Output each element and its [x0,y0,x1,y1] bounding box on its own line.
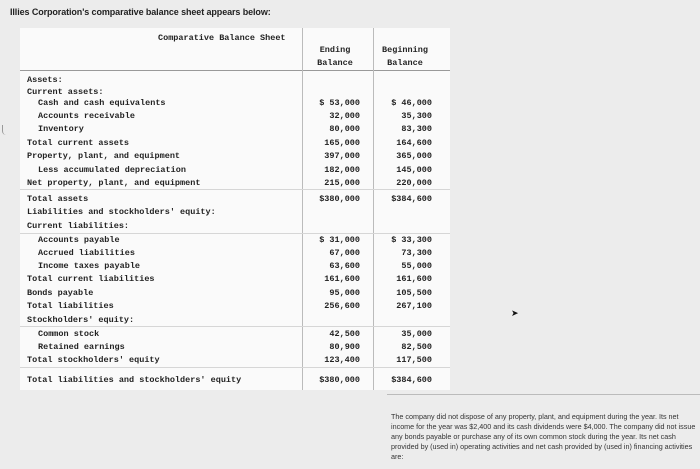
row-label: Bonds payable [27,288,94,298]
table-title: Comparative Balance Sheet [158,33,286,43]
row-label: Assets: [27,75,63,85]
beginning-balance-value: 365,000 [396,151,432,161]
beginning-balance-value: 161,600 [396,274,432,284]
row-label: Stockholders' equity: [27,315,135,325]
ending-balance-value: 42,500 [329,329,360,339]
row-label: Total current assets [27,138,130,148]
beginning-balance-value: $ 33,300 [391,235,432,245]
ending-balance-value: 161,600 [324,274,360,284]
ending-balance-value: 397,000 [324,151,360,161]
question-footnote: The company did not dispose of any property, plant, and equipment during the year. Its net income for the year was $2,400 and its cash dividends were $4,000. The company did not issue any bonds payable or purchase any of its own common stock during the year. Its net cash provided by (used in) operating activities and net cash provided by (used in) financing activities are: [391,412,696,462]
ending-balance-header: Ending Balance [317,45,353,68]
beginning-balance-value: 105,500 [396,288,432,298]
beginning-balance-value: 83,300 [401,124,432,134]
ending-balance-value: 32,000 [329,111,360,121]
section-divider [20,367,450,368]
ending-balance-value: 95,000 [329,288,360,298]
page-divider [387,394,700,395]
row-label: Retained earnings [38,342,125,352]
row-label: Total assets [27,194,89,204]
row-label: Total liabilities [27,301,114,311]
intro-text: Illies Corporation's comparative balance sheet appears below: [10,7,271,17]
row-label: Cash and cash equivalents [38,98,166,108]
row-label: Accounts receivable [38,111,135,121]
row-label: Property, plant, and equipment [27,151,181,161]
row-label: Net property, plant, and equipment [27,178,201,188]
beginning-balance-value: 145,000 [396,165,432,175]
beginning-balance-value: 35,000 [401,329,432,339]
beginning-balance-value: $384,600 [391,375,432,385]
row-label: Total stockholders' equity [27,355,160,365]
section-divider [20,189,450,190]
beginning-balance-value: 73,300 [401,248,432,258]
beginning-balance-value: 267,100 [396,301,432,311]
left-edge-mark [2,125,7,135]
beginning-balance-header: Beginning Balance [382,45,428,68]
ending-balance-value: $ 31,000 [319,235,360,245]
ending-balance-value: 67,000 [329,248,360,258]
row-label: Accounts payable [38,235,120,245]
beginning-balance-value: 35,300 [401,111,432,121]
balance-sheet-table [20,28,450,390]
row-label: Total current liabilities [27,274,155,284]
ending-balance-value: $ 53,000 [319,98,360,108]
row-label: Inventory [38,124,84,134]
mouse-cursor-icon: ➤ [511,308,519,318]
ending-balance-value: 80,900 [329,342,360,352]
ending-balance-value: 123,400 [324,355,360,365]
section-divider [20,233,450,234]
row-label: Total liabilities and stockholders' equity [27,375,242,385]
ending-balance-value: 63,600 [329,261,360,271]
ending-balance-value: 80,000 [329,124,360,134]
ending-balance-value: $380,000 [319,194,360,204]
ending-balance-value: 256,600 [324,301,360,311]
row-label: Accrued liabilities [38,248,135,258]
beginning-balance-value: $ 46,000 [391,98,432,108]
beginning-balance-value: 55,000 [401,261,432,271]
row-label: Current assets: [27,87,104,97]
row-label: Less accumulated depreciation [38,165,186,175]
row-label: Liabilities and stockholders' equity: [27,207,216,217]
row-label: Income taxes payable [38,261,141,271]
beginning-balance-value: $384,600 [391,194,432,204]
beginning-balance-value: 220,000 [396,178,432,188]
section-divider [20,326,450,327]
ending-balance-value: 215,000 [324,178,360,188]
ending-balance-value: 165,000 [324,138,360,148]
row-label: Current liabilities: [27,221,130,231]
ending-balance-value: $380,000 [319,375,360,385]
row-label: Common stock [38,329,100,339]
header-divider [20,70,450,71]
ending-balance-value: 182,000 [324,165,360,175]
beginning-balance-value: 82,500 [401,342,432,352]
beginning-balance-value: 117,500 [396,355,432,365]
beginning-balance-value: 164,600 [396,138,432,148]
